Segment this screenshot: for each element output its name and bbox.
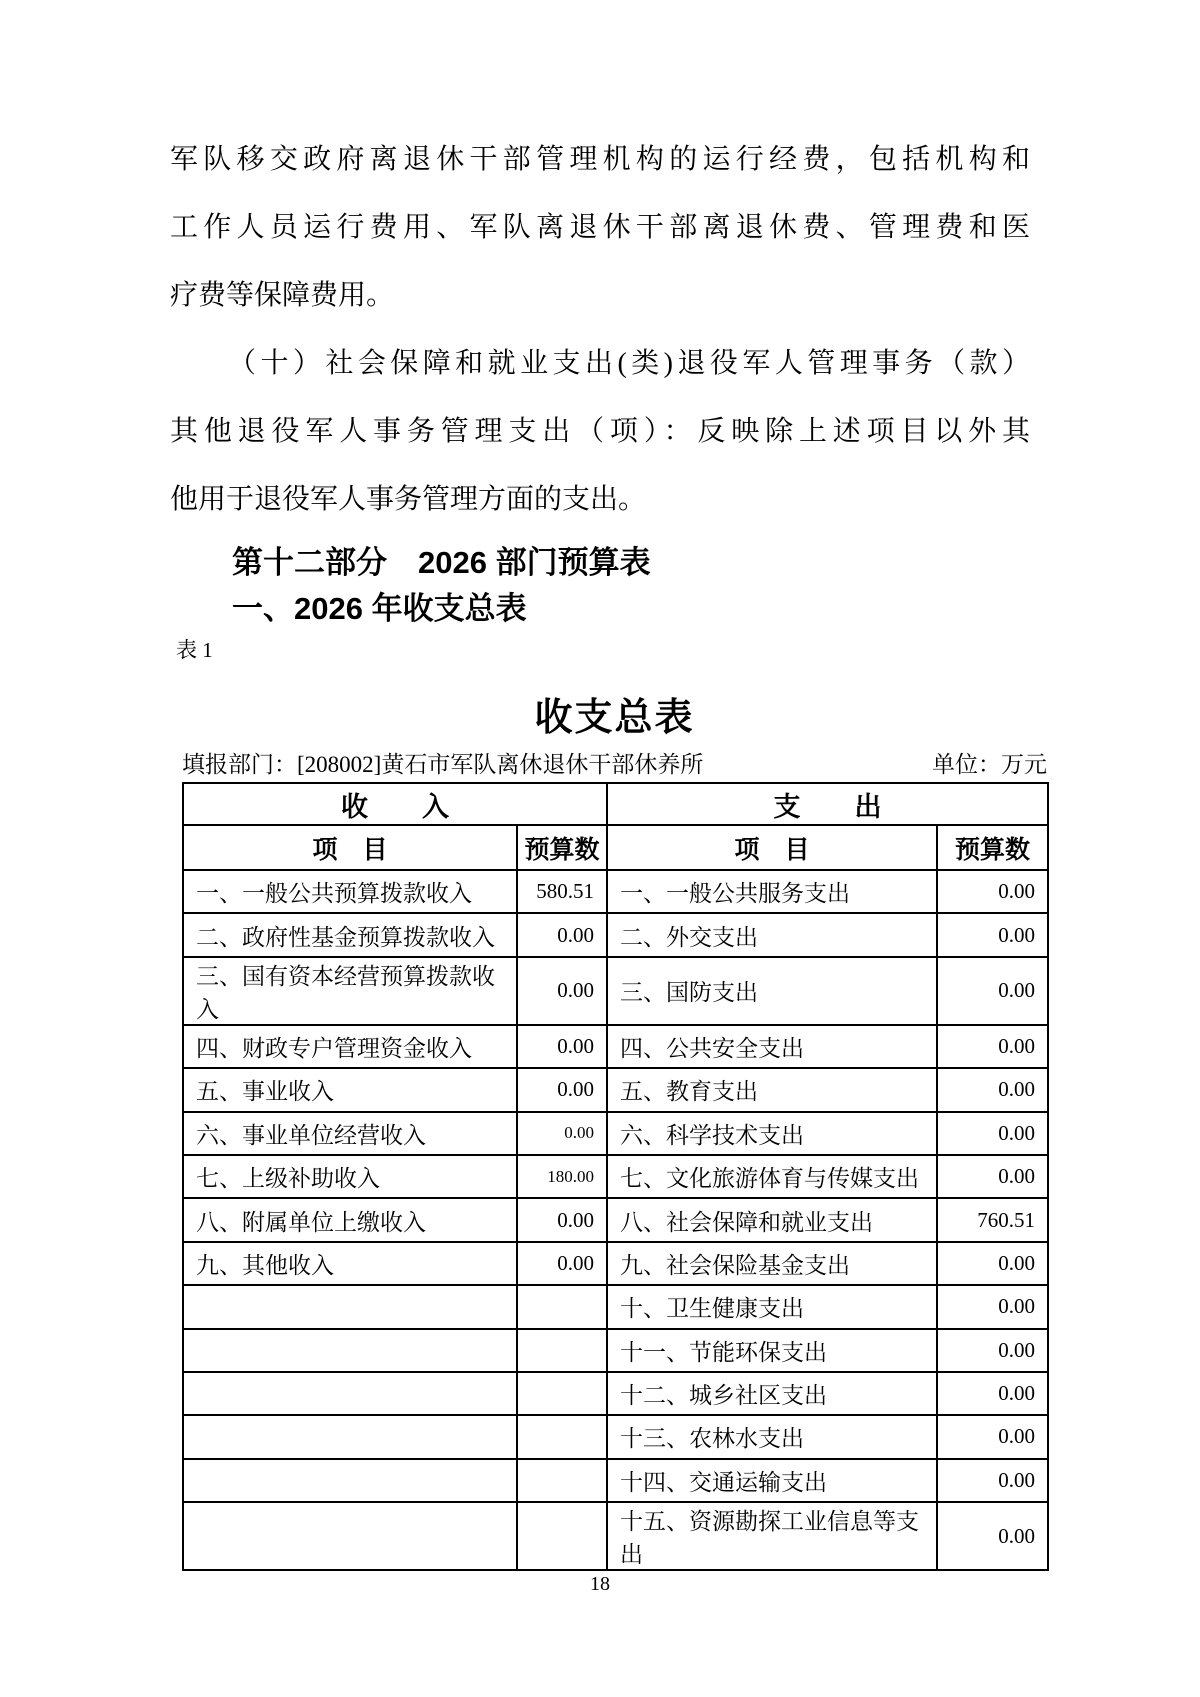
table-row	[183, 1112, 1048, 1155]
table-label: 表 1	[176, 638, 213, 662]
table-row	[183, 913, 1048, 956]
paragraph-line: 其他退役军人事务管理支出（项）：反映除上述项目以外其	[170, 416, 1030, 447]
expense-value-cell: 0.00	[937, 1285, 1048, 1328]
expense-value-cell: 0.00	[937, 913, 1048, 956]
expense-item-cell: 十二、城乡社区支出	[607, 1372, 937, 1415]
table-row	[183, 1415, 1048, 1458]
income-value-cell: 180.00	[517, 1155, 607, 1198]
income-item-cell	[183, 1415, 517, 1458]
income-item-cell: 四、财政专户管理资金收入	[183, 1025, 517, 1068]
expense-item-cell: 八、社会保障和就业支出	[607, 1198, 937, 1241]
income-item-cell: 三、国有资本经营预算拨款收入	[183, 957, 517, 1025]
table-meta-row	[182, 746, 1047, 779]
expense-value-cell: 0.00	[937, 1329, 1048, 1372]
table-row	[183, 1502, 1048, 1570]
expense-group-header: 支 出	[607, 783, 1048, 825]
expense-item-cell: 二、外交支出	[607, 913, 937, 956]
income-budget-header: 预算数	[517, 825, 607, 870]
expense-value-cell: 0.00	[937, 870, 1048, 913]
table-row	[183, 1329, 1048, 1372]
income-value-cell: 0.00	[517, 1112, 607, 1155]
income-item-header: 项 目	[183, 825, 517, 870]
subsection-heading: 一、2026 年收支总表	[232, 591, 527, 626]
table-row	[183, 870, 1048, 913]
paragraph-line: 他用于退役军人事务管理方面的支出。	[170, 484, 647, 515]
table-row	[183, 957, 1048, 1025]
table-row	[183, 1372, 1048, 1415]
expense-item-cell: 七、文化旅游体育与传媒支出	[607, 1155, 937, 1198]
expense-value-cell: 0.00	[937, 1415, 1048, 1458]
income-item-cell: 六、事业单位经营收入	[183, 1112, 517, 1155]
income-item-cell	[183, 1372, 517, 1415]
income-value-cell: 0.00	[517, 1068, 607, 1111]
income-value-cell	[517, 1329, 607, 1372]
expense-item-cell: 四、公共安全支出	[607, 1025, 937, 1068]
table-row	[183, 1459, 1048, 1502]
paragraph-line: 疗费等保障费用。	[170, 280, 395, 311]
expense-value-cell: 0.00	[937, 1068, 1048, 1111]
section-heading: 第十二部分 2026 部门预算表	[232, 545, 651, 580]
expense-value-cell: 0.00	[937, 1242, 1048, 1285]
expense-value-cell: 0.00	[937, 1112, 1048, 1155]
expense-value-cell: 0.00	[937, 1459, 1048, 1502]
table-row	[183, 1155, 1048, 1198]
income-item-cell	[183, 1502, 517, 1570]
expense-item-cell: 十五、资源勘探工业信息等支出	[607, 1502, 937, 1570]
income-value-cell	[517, 1285, 607, 1328]
income-item-cell: 五、事业收入	[183, 1068, 517, 1111]
body-paragraphs	[170, 126, 1030, 534]
income-value-cell: 0.00	[517, 1198, 607, 1241]
expense-item-cell: 九、社会保险基金支出	[607, 1242, 937, 1285]
expense-value-cell: 0.00	[937, 1502, 1048, 1570]
table-row	[183, 1068, 1048, 1111]
income-item-cell: 一、一般公共预算拨款收入	[183, 870, 517, 913]
income-value-cell: 0.00	[517, 957, 607, 1025]
paragraph-line: （十）社会保障和就业支出(类)退役军人管理事务（款）	[228, 348, 1030, 379]
income-value-cell	[517, 1372, 607, 1415]
table-title: 收支总表	[534, 697, 695, 739]
expense-item-cell: 十一、节能环保支出	[607, 1329, 937, 1372]
income-item-cell: 八、附属单位上缴收入	[183, 1198, 517, 1241]
expense-value-cell: 0.00	[937, 957, 1048, 1025]
page-number: 18	[590, 1573, 610, 1595]
table-row	[183, 1025, 1048, 1068]
expense-budget-header: 预算数	[937, 825, 1048, 870]
income-item-cell: 七、上级补助收入	[183, 1155, 517, 1198]
income-item-cell	[183, 1459, 517, 1502]
income-value-cell: 0.00	[517, 913, 607, 956]
income-value-cell: 0.00	[517, 1025, 607, 1068]
expense-item-cell: 十四、交通运输支出	[607, 1459, 937, 1502]
table-column-header-row	[183, 825, 1048, 870]
expense-value-cell: 0.00	[937, 1155, 1048, 1198]
income-value-cell: 0.00	[517, 1242, 607, 1285]
table-row	[183, 1242, 1048, 1285]
table-row	[183, 1198, 1048, 1241]
expense-item-cell: 十三、农林水支出	[607, 1415, 937, 1458]
table-group-header-row	[183, 783, 1048, 825]
income-item-cell	[183, 1329, 517, 1372]
expense-item-cell: 三、国防支出	[607, 957, 937, 1025]
reporting-department: 填报部门：[208002]黄石市军队离休退休干部休养所	[182, 752, 704, 777]
paragraph-line: 工作人员运行费用、军队离退休干部离退休费、管理费和医	[170, 212, 1030, 243]
income-value-cell	[517, 1415, 607, 1458]
income-value-cell: 580.51	[517, 870, 607, 913]
income-item-cell: 九、其他收入	[183, 1242, 517, 1285]
expense-item-cell: 六、科学技术支出	[607, 1112, 937, 1155]
expense-value-cell: 0.00	[937, 1025, 1048, 1068]
income-value-cell	[517, 1502, 607, 1570]
income-group-header: 收 入	[183, 783, 607, 825]
expense-item-cell: 一、一般公共服务支出	[607, 870, 937, 913]
unit-label: 单位：万元	[932, 752, 1047, 777]
expense-value-cell: 0.00	[937, 1372, 1048, 1415]
paragraph-line: 军队移交政府离退休干部管理机构的运行经费，包括机构和	[170, 144, 1030, 175]
income-item-cell	[183, 1285, 517, 1328]
expense-item-header: 项 目	[607, 825, 937, 870]
table-row	[183, 1285, 1048, 1328]
income-item-cell: 二、政府性基金预算拨款收入	[183, 913, 517, 956]
budget-summary-table	[182, 782, 1049, 1571]
expense-value-cell: 760.51	[937, 1198, 1048, 1241]
expense-item-cell: 五、教育支出	[607, 1068, 937, 1111]
expense-item-cell: 十、卫生健康支出	[607, 1285, 937, 1328]
income-value-cell	[517, 1459, 607, 1502]
